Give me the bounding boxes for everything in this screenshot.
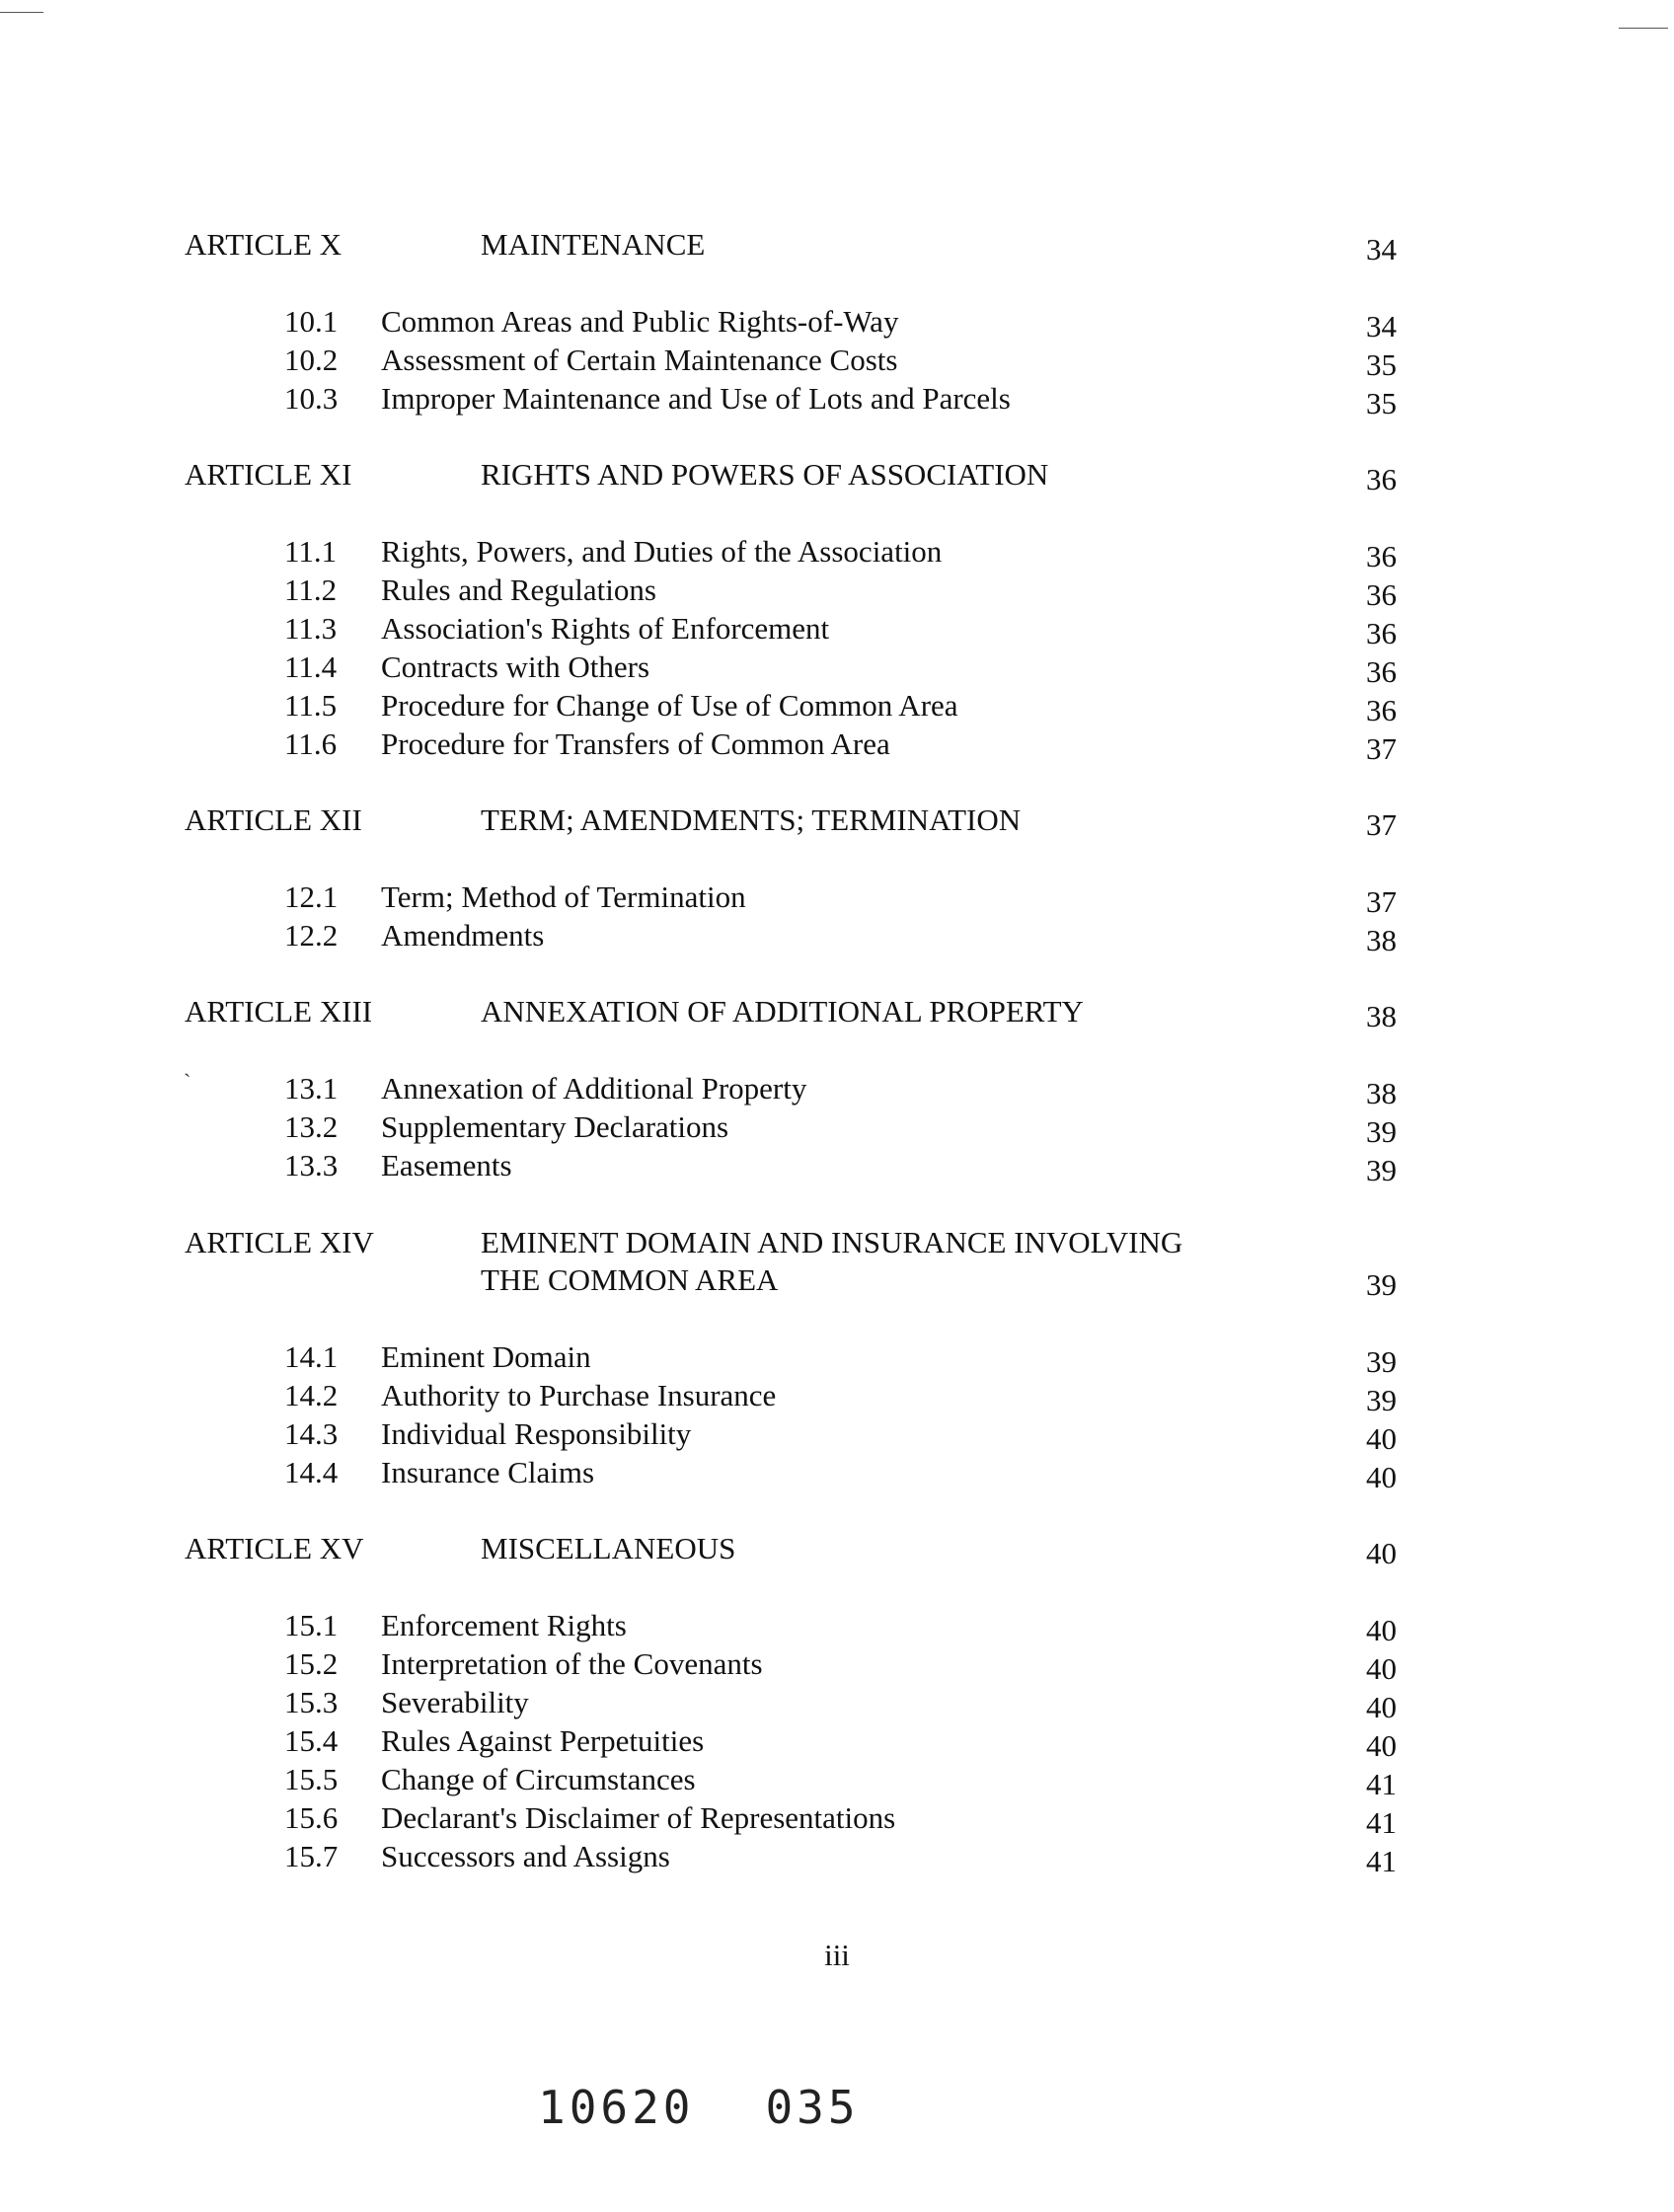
page-number: 38 [1366, 923, 1397, 957]
section-title: Annexation of Additional Property [381, 1071, 807, 1106]
section-title: Interpretation of the Covenants [381, 1646, 763, 1681]
section-number: 12.1 [284, 879, 339, 914]
article-title-continued: THE COMMON AREA [481, 1262, 779, 1297]
stamp-book-number: 10620 [538, 2081, 695, 2134]
document-stamp [538, 2081, 860, 2134]
scan-edge-mark [1619, 28, 1668, 29]
section-number: 13.2 [284, 1109, 339, 1144]
page-number: 40 [1366, 1460, 1397, 1494]
article-label: ARTICLE X [185, 227, 342, 262]
page-number: 36 [1366, 577, 1397, 612]
section-title: Severability [381, 1685, 529, 1719]
article-label: ARTICLE XII [185, 802, 362, 837]
section-number: 10.1 [284, 304, 339, 339]
page-number: 36 [1366, 539, 1397, 573]
section-number: 15.6 [284, 1800, 339, 1835]
article-title: MISCELLANEOUS [481, 1531, 736, 1565]
section-number: 15.5 [284, 1762, 339, 1796]
article-label: ARTICLE XIV [185, 1225, 374, 1259]
article-title: RIGHTS AND POWERS OF ASSOCIATION [481, 457, 1049, 492]
section-title: Association's Rights of Enforcement [381, 611, 830, 646]
section-number: 11.2 [284, 572, 338, 607]
section-title: Successors and Assigns [381, 1839, 670, 1873]
article-label: ARTICLE XIII [185, 994, 373, 1029]
page-number: 40 [1366, 1690, 1397, 1724]
article-label: ARTICLE XV [185, 1531, 364, 1565]
section-number: 10.2 [284, 343, 339, 377]
section-number: 11.5 [284, 688, 338, 723]
page-footer-number: iii [824, 1938, 850, 1972]
section-number: 14.2 [284, 1378, 339, 1412]
page-number: 39 [1366, 1383, 1397, 1417]
page-number: 36 [1366, 462, 1397, 496]
section-title: Amendments [381, 918, 545, 953]
page-number: 34 [1366, 232, 1397, 267]
page-number: 38 [1366, 999, 1397, 1033]
page-number: 38 [1366, 1076, 1397, 1110]
section-number: 11.3 [284, 611, 338, 646]
page-number: 34 [1366, 309, 1397, 343]
page-number: 39 [1366, 1114, 1397, 1149]
section-number: 15.1 [284, 1608, 339, 1642]
section-title: Individual Responsibility [381, 1416, 692, 1451]
page-number: 37 [1366, 731, 1397, 766]
page-number: 35 [1366, 347, 1397, 382]
page-number: 36 [1366, 654, 1397, 689]
page-number: 40 [1366, 1728, 1397, 1763]
page-number: 39 [1366, 1344, 1397, 1379]
section-title: Insurance Claims [381, 1455, 595, 1489]
section-title: Term; Method of Termination [381, 879, 746, 914]
section-number: 10.3 [284, 381, 339, 416]
article-label: ARTICLE XI [185, 457, 352, 492]
section-title: Eminent Domain [381, 1339, 591, 1374]
section-number: 14.4 [284, 1455, 339, 1489]
article-title: EMINENT DOMAIN AND INSURANCE INVOLVING [481, 1225, 1183, 1259]
section-title: Contracts with Others [381, 649, 650, 684]
section-number: 15.7 [284, 1839, 339, 1873]
page-number: 37 [1366, 807, 1397, 842]
page-number: 36 [1366, 616, 1397, 650]
page-number: 40 [1366, 1613, 1397, 1647]
stamp-page-number: 035 [765, 2081, 860, 2134]
section-number: 15.3 [284, 1685, 339, 1719]
section-title: Authority to Purchase Insurance [381, 1378, 777, 1412]
section-title: Common Areas and Public Rights-of-Way [381, 304, 899, 339]
page-number: 39 [1366, 1153, 1397, 1187]
section-title: Easements [381, 1148, 512, 1182]
section-title: Rules Against Perpetuities [381, 1723, 705, 1758]
page-number: 37 [1366, 884, 1397, 919]
section-title: Supplementary Declarations [381, 1109, 729, 1144]
section-number: 11.4 [284, 649, 338, 684]
page-number: 40 [1366, 1651, 1397, 1686]
section-number: 15.4 [284, 1723, 339, 1758]
section-title: Rights, Powers, and Duties of the Association [381, 534, 943, 569]
page-number: 40 [1366, 1536, 1397, 1570]
page-number: 35 [1366, 386, 1397, 420]
section-title: Rules and Regulations [381, 572, 656, 607]
page-number: 39 [1366, 1267, 1397, 1302]
section-title: Procedure for Transfers of Common Area [381, 726, 890, 761]
section-number: 11.6 [284, 726, 338, 761]
section-title: Enforcement Rights [381, 1608, 627, 1642]
section-title: Declarant's Disclaimer of Representations [381, 1800, 896, 1835]
section-number: 14.1 [284, 1339, 339, 1374]
stray-tick-mark: ` [184, 1069, 191, 1094]
page-number: 41 [1366, 1767, 1397, 1801]
section-number: 13.3 [284, 1148, 339, 1182]
page-number: 36 [1366, 693, 1397, 727]
section-number: 14.3 [284, 1416, 339, 1451]
page-number: 40 [1366, 1421, 1397, 1456]
article-title: TERM; AMENDMENTS; TERMINATION [481, 802, 1022, 837]
section-title: Assessment of Certain Maintenance Costs [381, 343, 898, 377]
section-title: Procedure for Change of Use of Common Area [381, 688, 958, 723]
section-number: 13.1 [284, 1071, 339, 1106]
page-number: 41 [1366, 1844, 1397, 1878]
section-title: Improper Maintenance and Use of Lots and Parcels [381, 381, 1011, 416]
section-number: 11.1 [284, 534, 338, 569]
page-number: 41 [1366, 1805, 1397, 1840]
section-number: 15.2 [284, 1646, 339, 1681]
article-title: MAINTENANCE [481, 227, 706, 262]
section-title: Change of Circumstances [381, 1762, 696, 1796]
article-title: ANNEXATION OF ADDITIONAL PROPERTY [481, 994, 1084, 1029]
scan-edge-mark [0, 12, 43, 13]
section-number: 12.2 [284, 918, 339, 953]
